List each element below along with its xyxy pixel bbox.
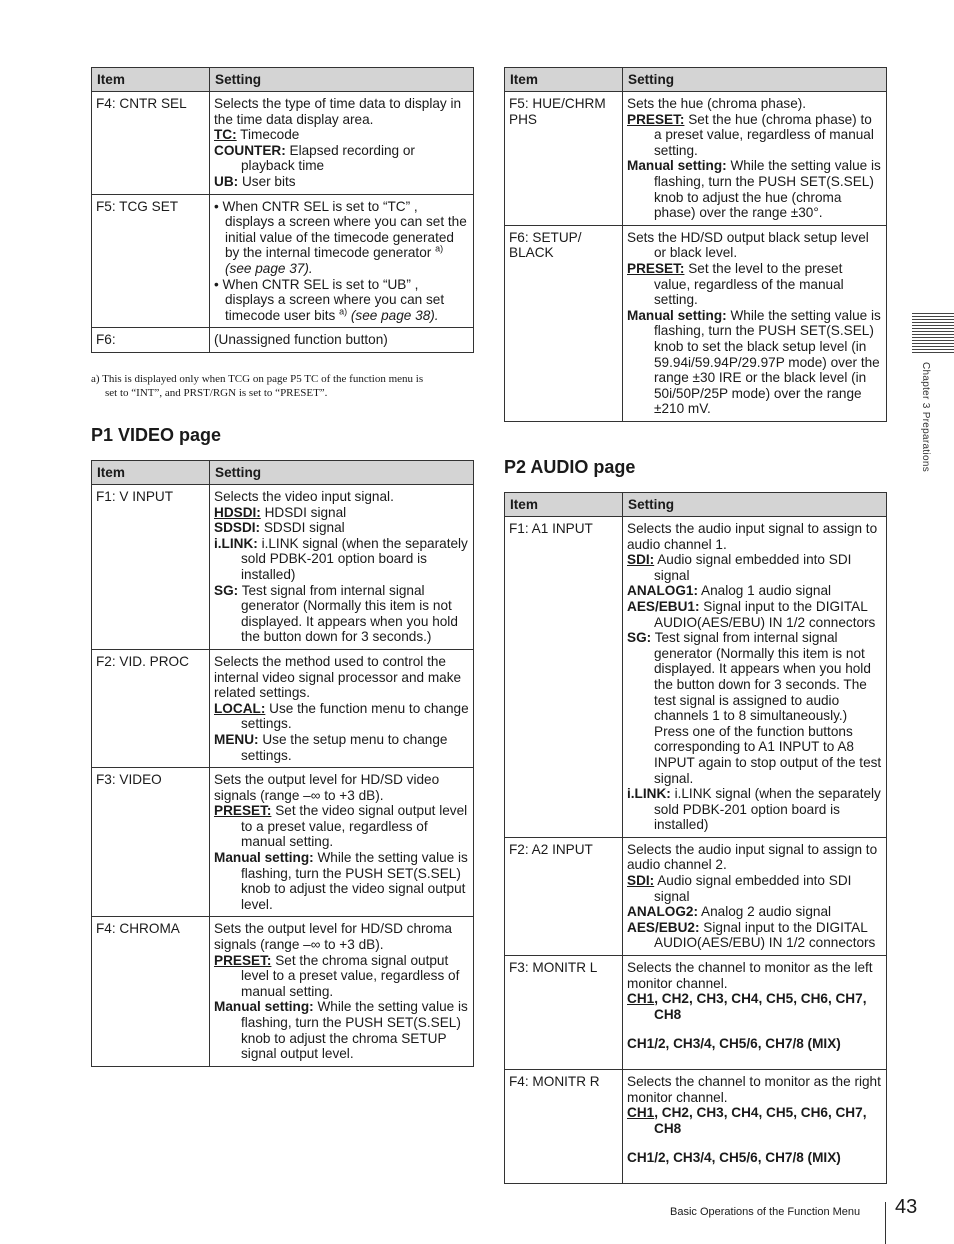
setting-option [214,732,469,763]
footnote-line2: set to “INT”, and PRST/RGN is set to “PRESET”. [105,387,328,399]
option-text: SDSDI signal [260,520,345,536]
setting-cell [623,837,887,955]
option-text: User bits [238,173,296,189]
channel-default: CH1 [627,1105,655,1121]
setting-cell [210,917,474,1066]
setting-cell [210,92,474,195]
item-cell: F1: A1 INPUT [505,517,623,838]
option-key: AES/EBU2: [627,919,700,935]
option-key: MENU: [214,731,259,747]
setting-option [627,158,882,220]
option-text: HDSDI signal [260,504,347,520]
option-key: SDI: [627,552,655,568]
item-cell: F6: SETUP/ BLACK [505,225,623,421]
header-setting: Setting [623,68,887,92]
channel-default: CH1 [627,991,655,1007]
table-row [92,649,474,767]
option-text: Set the chroma signal output level to a preset value, regardless of manual setting. [241,952,460,999]
table-header-row [92,461,474,485]
bullet-icon: • [214,198,219,214]
setting-option [214,583,469,645]
setting-description: Selects the audio input signal to assign to audio channel 2. [627,841,878,873]
option-text: While the setting value is flashing, turn the PUSH SET(S.SEL) knob to adjust the hue (chroma phase) over the range ±30°. [654,158,881,221]
item-cell: F3: MONITR L [505,956,623,1070]
setting-description: Selects the type of time data to display in the time data display area. [214,96,462,127]
item-cell: F3: VIDEO [92,768,210,917]
option-key: ANALOG1: [627,583,698,599]
option-key: LOCAL: [214,700,266,716]
option-key: HDSDI: [214,504,261,520]
option-text: Set the level to the preset value, regardless of the manual setting. [654,260,844,308]
option-key: AES/EBU1: [627,598,700,614]
setting-description: Sets the HD/SD output black setup level or black level. [627,229,869,261]
footer-title: Basic Operations of the Function Menu [670,1206,861,1218]
setting-cell [623,225,887,421]
page-number: 43 [895,1196,918,1218]
setting-option [627,630,882,786]
header-item: Item [505,68,623,92]
setting-cell [210,194,474,328]
setting-description: Selects the audio input signal to assign to audio channel 1. [627,521,878,552]
setting-option [627,920,882,951]
table-header-row [505,493,887,517]
table-header-row [92,68,474,92]
option-key: ANALOG2: [627,904,698,920]
setting-cell [210,328,474,353]
option-key: SDSDI: [214,520,261,536]
channel-mix-options: CH1/2, CH3/4, CH5/6, CH7/8 (MIX) [627,1036,841,1051]
right-column [504,67,887,422]
item-cell: F4: CHROMA [92,917,210,1066]
table-row [505,1070,887,1184]
table-row [92,328,474,353]
table-row [505,517,887,838]
option-key: Manual setting: [627,158,727,174]
bullet-text: When CNTR SEL is set to “TC” , displays a screen where you can set the initial value of the timecode generated by the internal timecode generator [222,198,467,261]
setting-description: Sets the hue (chroma phase). [627,96,807,111]
setting-option [214,701,469,732]
option-key: TC: [214,127,237,143]
bullet-text: When CNTR SEL is set to “UB” , displays a screen where you can set timecode user bits [222,276,445,323]
page-reference: (see page 38). [350,307,439,323]
setting-option [214,174,469,190]
table-row [505,92,887,226]
option-text: Use the setup menu to change settings. [241,731,448,763]
footnote-marker: a) [339,306,348,317]
setting-cell [210,768,474,917]
channel-list: , CH2, CH3, CH4, CH5, CH6, CH7, CH8 [654,991,867,1022]
option-text: Test signal from internal signal generator (Normally this item is not displayed. It appears when you hold the button down for 3 seconds.) [238,582,458,645]
footnote-line1: a) This is displayed only when TCG on page P5 TC of the function menu is [91,373,424,385]
setting-option [627,904,882,920]
option-text: Set the hue (chroma phase) to a preset value, regardless of manual setting. [654,111,874,158]
table-row [92,917,474,1066]
item-cell: F2: A2 INPUT [505,837,623,955]
setting-description: (Unassigned function button) [214,332,388,348]
option-text: Set the video signal output level to a preset value, regardless of manual setting. [241,803,468,850]
left-column [91,67,474,353]
setting-cell [623,517,887,838]
bullet-item [214,277,469,324]
setting-description: Selects the channel to monitor as the left monitor channel. [627,960,873,991]
setting-description: Selects the method used to control the internal video signal processor and make related settings. [214,653,462,701]
setting-option [214,850,469,912]
item-cell: F5: TCG SET [92,194,210,328]
header-item: Item [505,493,623,517]
setting-option [214,803,469,850]
option-key: SG: [627,630,652,646]
p1-video-table [91,460,474,1067]
setting-option [627,552,882,583]
p2-table-wrap [504,492,887,1184]
option-key: Manual setting: [627,307,727,323]
setting-cell [210,649,474,767]
option-key: PRESET: [627,111,685,127]
item-cell: F1: V INPUT [92,485,210,650]
option-text: i.LINK signal (when the separately sold PDBK-201 option board is installed) [241,535,468,582]
option-text: Timecode [236,127,300,143]
option-text: Audio signal embedded into SDI signal [654,873,852,904]
option-key: i.LINK: [627,786,671,802]
option-text: i.LINK signal (when the separately sold PDBK-201 option board is installed) [654,786,881,833]
bullet-icon: • [214,276,219,292]
chapter-tab-lines [912,313,954,353]
setting-option [214,536,469,583]
setting-option [627,261,882,308]
option-text: While the setting value is flashing, turn the PUSH SET(S.SEL) knob to adjust the chroma SETUP signal output level. [241,999,468,1062]
option-key: PRESET: [627,260,685,276]
header-setting: Setting [210,461,474,485]
setting-option [627,583,882,599]
option-text: Audio signal embedded into SDI signal [654,552,852,583]
setting-option [214,127,469,143]
option-text: Use the function menu to change settings. [241,700,469,732]
table-row [505,837,887,955]
setting-description: Sets the output level for HD/SD chroma signals (range –∞ to +3 dB). [214,921,452,953]
page-reference: (see page 37). [225,260,313,276]
setting-cell [623,92,887,226]
table-row [505,956,887,1070]
option-key: COUNTER: [214,142,286,158]
setting-description: Selects the video input signal. [214,489,394,504]
option-text: Elapsed recording or playback time [241,142,415,174]
channel-mix-options: CH1/2, CH3/4, CH5/6, CH7/8 (MIX) [627,1150,841,1166]
header-item: Item [92,68,210,92]
setting-description: Sets the output level for HD/SD video signals (range –∞ to +3 dB). [214,772,440,803]
setting-option [627,112,882,159]
table-row [92,485,474,650]
setting-description: Selects the channel to monitor as the right monitor channel. [627,1074,881,1105]
header-item: Item [92,461,210,485]
setting-cell [623,1070,887,1184]
option-text: Test signal from internal signal generator (Normally this item is not displayed. It appears when you hold the button down for 3 seconds. The test signal is assigned to audio channels 1 to 8 simultaneously.) Press one of the function buttons corresponding to A1 INPUT to A8 INPUT again to stop output of the test signal. [651,630,882,786]
option-text: Analog 2 audio signal [698,904,832,920]
option-text: Signal input to the DIGITAL AUDIO(AES/EBU) IN 1/2 connectors [654,598,876,630]
option-key: i.LINK: [214,535,258,551]
channel-options [627,1105,882,1136]
option-key: Manual setting: [214,999,314,1015]
setting-option [214,520,469,536]
p2-audio-title: P2 AUDIO page [504,457,636,477]
setting-option [627,873,882,904]
option-text: While the setting value is flashing, turn the PUSH SET(S.SEL) knob to set the black setup level (in 59.94i/59.94P/29.97P mode) over the range ±30 IRE or the black level (in 50i/50P/25P mode) over the range ±210 mV. [654,307,881,417]
p1-video-table-continued [504,67,887,422]
option-text: While the setting value is flashing, turn the PUSH SET(S.SEL) knob to adjust the video signal output level. [241,850,468,912]
item-cell: F6: [92,328,210,353]
footer-divider [885,1202,886,1244]
p2-audio-table [504,492,887,1184]
option-key: PRESET: [214,952,272,968]
option-key: PRESET: [214,803,272,819]
item-cell: F4: CNTR SEL [92,92,210,195]
option-key: SG: [214,582,239,598]
setting-cell [210,485,474,650]
table-row [92,194,474,328]
setting-option [214,143,469,174]
setting-option [214,999,469,1061]
item-cell: F5: HUE/CHRM PHS [505,92,623,226]
option-key: UB: [214,173,239,189]
option-key: SDI: [627,873,655,889]
footnote-marker: a) [435,243,444,254]
channel-list: , CH2, CH3, CH4, CH5, CH6, CH7, CH8 [654,1105,867,1136]
setting-option [627,786,882,833]
table-row [92,768,474,917]
option-text: Analog 1 audio signal [698,583,832,599]
setting-cell [623,956,887,1070]
option-key: Manual setting: [214,850,314,866]
option-text: Signal input to the DIGITAL AUDIO(AES/EBU) IN 1/2 connectors [654,919,876,951]
item-cell: F2: VID. PROC [92,649,210,767]
table-row [92,92,474,195]
setting-option [627,599,882,630]
header-setting: Setting [623,493,887,517]
setting-option [627,308,882,417]
chapter-label: Chapter 3 Preparations [920,362,931,472]
tc-settings-table [91,67,474,353]
p1-video-title: P1 VIDEO page [91,425,222,445]
footnote [91,372,474,400]
setting-option [214,505,469,521]
item-cell: F4: MONITR R [505,1070,623,1184]
bullet-item [214,199,469,277]
setting-option [214,953,469,1000]
channel-options [627,991,882,1022]
table-header-row [505,68,887,92]
table-row [505,225,887,421]
p1-table-wrap [91,460,474,1067]
header-setting: Setting [210,68,474,92]
